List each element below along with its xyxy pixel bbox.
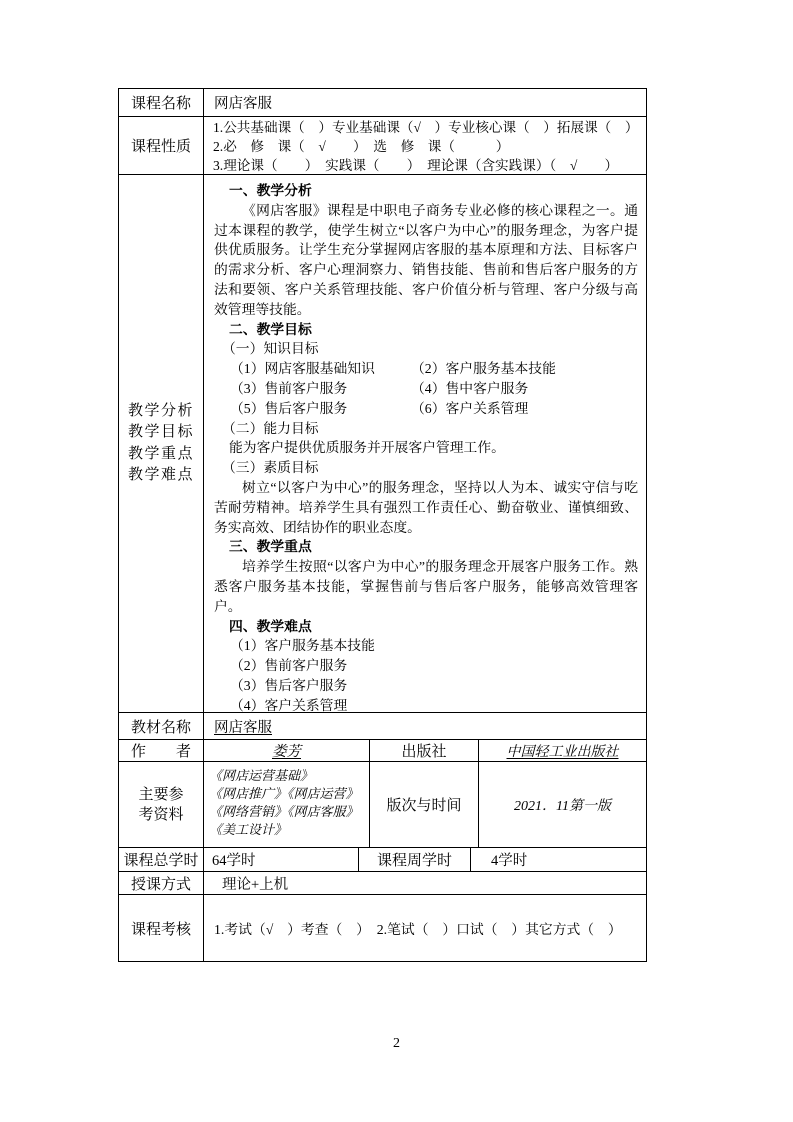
- course-name-value: 网店客服: [214, 96, 272, 112]
- row-author: [119, 740, 646, 762]
- knowledge-item-5: （5）售后客户服务: [230, 400, 348, 416]
- knowledge-item-4: （4）售中客户服务: [411, 380, 529, 396]
- weekly-hours-label: 课程周学时: [359, 848, 471, 871]
- row-assessment: [119, 895, 646, 961]
- analysis-paragraph: 《网店客服》课程是中职电子商务专业必修的核心课程之一。通过本课程的教学，使学生树立“以客户为中心”的服务理念，为客户提供优质服务。让学生充分掌握网店客服的基本原理和方法、目标客户的需求分析、客户心理洞察力、销售技能、售前和售后客户服务的方法和要领、客户关系管理技能、客户价值分析与管理、客户分级与高效管理等技能。: [214, 202, 638, 317]
- course-nature-options: [204, 117, 646, 174]
- quality-goal-heading: （三）素质目标: [222, 460, 319, 476]
- analysis-label-2: 教学目标: [127, 424, 194, 440]
- knowledge-item-row: [230, 379, 638, 399]
- section-heading-4: 四、教学难点: [229, 618, 312, 634]
- edition-value: 2021．11第一版: [514, 798, 611, 814]
- reference-item: 《网店运营基础》: [209, 768, 314, 783]
- total-hours-label: 课程总学时: [119, 848, 204, 871]
- knowledge-item-1: （1）网店客服基础知识: [230, 361, 375, 377]
- total-hours-value: 64学时: [204, 848, 359, 871]
- textbook-value: 网店客服: [214, 719, 272, 736]
- knowledge-item-3: （3）售前客户服务: [230, 380, 348, 396]
- author-value-cell: [204, 740, 370, 761]
- knowledge-goal-heading: （一）知识目标: [222, 341, 319, 357]
- difficulty-item-2: （2）售前客户服务: [230, 658, 348, 674]
- row-teaching-method: [119, 872, 646, 895]
- difficulty-item-3: （3）售后客户服务: [230, 677, 348, 693]
- course-nature-label: 课程性质: [119, 117, 204, 174]
- course-name-label: 课程名称: [119, 89, 204, 116]
- course-nature-line-3: 3.理论课（ ） 实践课（ ） 理论课（含实践课）（ √ ）: [213, 158, 619, 174]
- references-label-line-1: 主要参: [138, 786, 184, 803]
- key-points-paragraph: 培养学生按照“以客户为中心”的服务理念开展客户服务工作。熟悉客户服务基本技能，掌握售前与售后客户服务，能够高效管理客户。: [214, 559, 638, 614]
- ability-goal-text: 能为客户提供优质服务并开展客户管理工作。: [229, 440, 505, 456]
- analysis-labels: [119, 175, 204, 712]
- row-course-nature: [119, 117, 646, 175]
- knowledge-item-row: [230, 359, 638, 379]
- weekly-hours-value: 4学时: [491, 853, 528, 869]
- course-nature-line-1: 1.公共基础课（ ）专业基础课（√ ）专业核心课（ ）拓展课（ ）: [213, 120, 639, 135]
- publisher-value: 中国轻工业出版社: [506, 744, 619, 760]
- section-heading-1: 一、教学分析: [229, 183, 312, 198]
- textbook-value-cell: [204, 713, 646, 739]
- assessment-value: 1.考试（√ ）考查（ ） 2.笔试（ ）口试（ ）其它方式（ ）: [214, 922, 622, 937]
- difficulty-item-1: （1）客户服务基本技能: [230, 638, 375, 654]
- knowledge-item-6: （6）客户关系管理: [411, 400, 529, 416]
- row-references: [119, 762, 646, 848]
- assessment-label: 课程考核: [119, 895, 204, 961]
- knowledge-item-2: （2）客户服务基本技能: [411, 361, 556, 377]
- analysis-content: [204, 175, 646, 712]
- analysis-label-1: 教学分析: [127, 402, 194, 419]
- ability-goal-heading: （二）能力目标: [222, 420, 319, 436]
- references-list: [204, 762, 370, 847]
- course-nature-line-2: 2.必 修 课（ √ ） 选 修 课（ ）: [213, 139, 510, 155]
- row-course-name: [119, 89, 646, 117]
- reference-item: 《网络营销》《网店客服》: [209, 804, 359, 819]
- reference-item: 《美工设计》: [209, 822, 288, 837]
- analysis-label-3: 教学重点: [127, 445, 194, 462]
- textbook-label: 教材名称: [119, 713, 204, 739]
- teaching-method-label: 授课方式: [119, 872, 204, 894]
- analysis-label-4: 教学难点: [127, 467, 194, 483]
- publisher-label: 出版社: [370, 740, 479, 761]
- page-number: 2: [393, 1036, 400, 1051]
- difficulty-item-4: （4）客户关系管理: [230, 697, 348, 712]
- edition-value-cell: [479, 762, 646, 847]
- course-syllabus-table: [118, 88, 647, 962]
- row-hours: [119, 848, 646, 872]
- knowledge-item-row: [230, 399, 638, 419]
- reference-item: 《网店推广》《网店运营》: [209, 786, 359, 801]
- section-heading-3: 三、教学重点: [229, 539, 312, 555]
- author-label: 作 者: [119, 740, 204, 761]
- quality-goal-paragraph: 树立“以客户为中心”的服务理念，坚持以人为本、诚实守信与吃苦耐劳精神。培养学生具有强烈工作责任心、勤奋敬业、谨慎细致、务实高效、团结协作的职业态度。: [214, 479, 638, 535]
- publisher-value-cell: [479, 740, 646, 761]
- teaching-method-value: 理论+上机: [222, 876, 289, 893]
- edition-label: 版次与时间: [370, 762, 479, 847]
- row-textbook: [119, 713, 646, 740]
- author-value: 娄芳: [272, 744, 301, 760]
- row-teaching-analysis: [119, 175, 646, 713]
- references-label-line-2: 考资料: [138, 806, 184, 823]
- section-heading-2: 二、教学目标: [229, 321, 312, 337]
- references-label: [119, 762, 204, 847]
